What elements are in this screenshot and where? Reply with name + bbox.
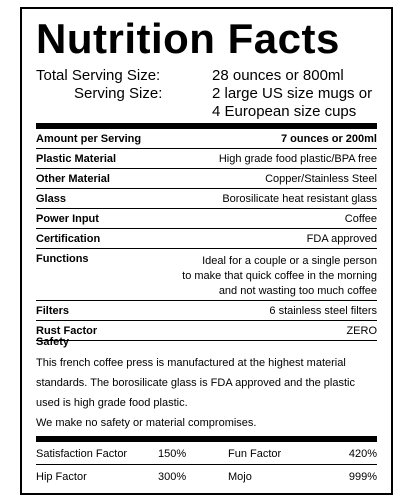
rust-factor-row: [36, 321, 377, 341]
row-label: Certification: [36, 233, 101, 245]
row-value: Copper/Stainless Steel: [265, 173, 377, 185]
serving-size-label: Serving Size:: [74, 85, 163, 102]
row-value: Borosilicate heat resistant glass: [222, 193, 377, 205]
fun-factor-value: 420%: [348, 448, 377, 460]
factor-divider: [36, 464, 377, 465]
mojo-value: 999%: [348, 471, 377, 483]
functions-line: and not wasting too much coffee: [218, 285, 377, 297]
amount-value: 7 ounces or 200ml: [281, 133, 377, 145]
hip-factor-label: Hip Factor: [36, 471, 87, 483]
nutrition-row: [36, 189, 377, 209]
safety-line: standards. The borosilicate glass is FDA approved and the plastic: [36, 377, 355, 389]
amount-label: Amount per Serving: [36, 133, 142, 145]
satisfaction-factor-label: Satisfaction Factor: [36, 448, 128, 460]
satisfaction-factor-value: 150%: [158, 448, 187, 460]
nutrition-row: [36, 209, 377, 229]
total-serving-label: Total Serving Size:: [36, 67, 161, 84]
row-label: Plastic Material: [36, 153, 117, 165]
functions-label: Functions: [36, 253, 89, 265]
thick-divider-bottom: [36, 436, 377, 442]
filters-row: [36, 301, 377, 321]
label-title: Nutrition Facts: [36, 15, 340, 62]
hip-factor-value: 300%: [158, 471, 187, 483]
safety-heading: Safety: [36, 336, 70, 348]
functions-line: Ideal for a couple or a single person: [202, 255, 377, 267]
row-value: FDA approved: [306, 233, 377, 245]
amount-per-serving-row: [36, 129, 377, 149]
row-value: High grade food plastic/BPA free: [218, 153, 377, 165]
safety-line: We make no safety or material compromises.: [36, 417, 257, 429]
row-value: Coffee: [344, 213, 377, 225]
nutrition-label: [20, 7, 393, 495]
rust-factor-label: Rust Factor: [36, 325, 98, 337]
filters-value: 6 stainless steel filters: [269, 305, 377, 317]
filters-label: Filters: [36, 305, 70, 317]
nutrition-row: [36, 229, 377, 249]
nutrition-row: [36, 169, 377, 189]
serving-size-value-line2: 4 European size cups: [212, 103, 357, 120]
fun-factor-label: Fun Factor: [228, 448, 282, 460]
row-label: Glass: [36, 193, 66, 205]
total-serving-value: 28 ounces or 800ml: [212, 67, 344, 84]
row-label: Other Material: [36, 173, 110, 185]
serving-size: [36, 85, 381, 121]
safety-paragraph: [36, 353, 377, 433]
functions-row: [36, 249, 377, 301]
rust-factor-value: ZERO: [346, 325, 377, 337]
mojo-label: Mojo: [228, 471, 252, 483]
safety-line: used is high grade food plastic.: [36, 397, 188, 409]
functions-line: to make that quick coffee in the morning: [182, 270, 377, 282]
nutrition-row: [36, 149, 377, 169]
functions-value: [182, 254, 377, 299]
row-label: Power Input: [36, 213, 99, 225]
total-serving-size: [36, 67, 381, 85]
safety-line: This french coffee press is manufactured at the highest material: [36, 357, 346, 369]
serving-size-value-line1: 2 large US size mugs or: [212, 85, 373, 102]
